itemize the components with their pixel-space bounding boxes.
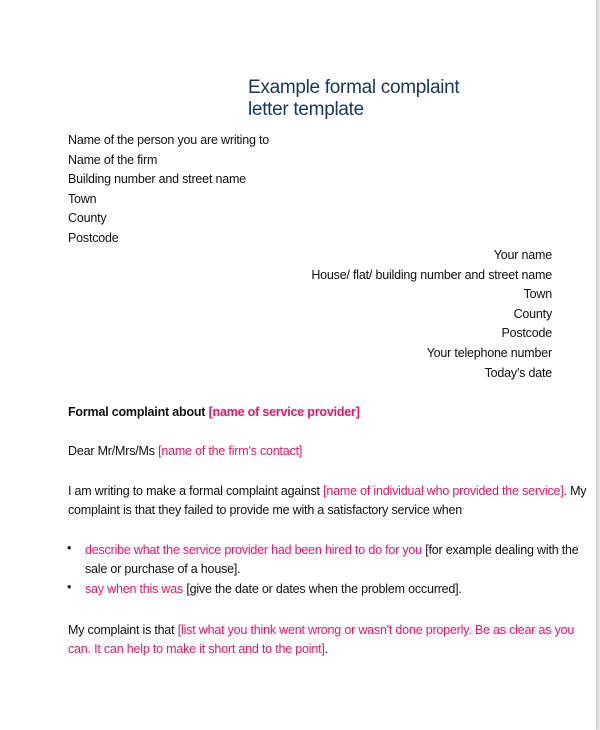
paragraph1-line-2: complaint is that they failed to provide me with a satisfactory service when (68, 503, 463, 517)
title-line-1: Example formal complaint (248, 77, 460, 98)
subject-label: Formal complaint about (68, 405, 209, 419)
bullet-mark-2: • (67, 580, 72, 594)
bullet1-placeholder: describe what the service provider had been hired to do for you (85, 543, 422, 557)
subject-placeholder: [name of service provider] (208, 405, 360, 419)
sender-name: Your name (493, 248, 552, 262)
recipient-county: County (68, 211, 107, 226)
recipient-postcode: Postcode (68, 230, 119, 245)
paragraph1-text-a: I am writing to make a formal complaint against (68, 484, 324, 498)
recipient-address-block (68, 131, 269, 249)
recipient-town: Town (68, 191, 97, 206)
paragraph2-line-1 (68, 621, 574, 640)
salutation-label: Dear Mr/Mrs/Ms (68, 444, 159, 458)
paragraph1-placeholder: [name of individual who provided the service] (323, 484, 564, 498)
paragraph-complaint-details (68, 621, 574, 659)
salutation (68, 442, 302, 460)
recipient-name: Name of the person you are writing to (68, 133, 270, 147)
paragraph1-text-c: . My (563, 484, 587, 498)
recipient-firm: Name of the firm (68, 152, 158, 167)
paragraph2-placeholder: [list what you think went wrong or wasn't done properly. Be as clear as you (177, 623, 575, 637)
bullet-text-2 (85, 580, 462, 599)
subject-line (68, 403, 360, 421)
document-title (248, 77, 459, 121)
salutation-placeholder: [name of the firm's contact] (158, 444, 303, 458)
bullet-mark-1: • (67, 541, 72, 555)
paragraph1-line-1 (68, 482, 586, 501)
sender-telephone: Your telephone number (426, 345, 552, 360)
sender-date: Today's date (484, 365, 552, 380)
bullet2-line-1 (85, 580, 462, 599)
bullet1-rest: [for example dealing with the (421, 543, 579, 557)
paragraph2-line-2 (68, 640, 574, 659)
sender-town: Town (523, 287, 552, 302)
sender-county: County (513, 306, 552, 321)
bullet2-placeholder: say when this was (85, 582, 184, 596)
paragraph2-text-a: My complaint is that (68, 623, 178, 637)
sender-postcode: Postcode (501, 326, 552, 341)
paragraph-complaint-intro (68, 482, 586, 520)
bullet2-rest: [give the date or dates when the problem occurred]. (183, 582, 462, 596)
bullet1-line-1 (85, 541, 579, 560)
paragraph2-end: . (324, 642, 328, 656)
sender-address-block (311, 246, 552, 383)
bullet-text-1 (85, 541, 579, 579)
paragraph2-placeholder-cont: can. It can help to make it short and to the point] (68, 642, 325, 656)
sender-street: House/ flat/ building number and street name (311, 267, 552, 282)
bullet1-line-2: sale or purchase of a house]. (85, 562, 241, 576)
recipient-street: Building number and street name (68, 172, 246, 187)
title-line-2: letter template (248, 99, 364, 120)
